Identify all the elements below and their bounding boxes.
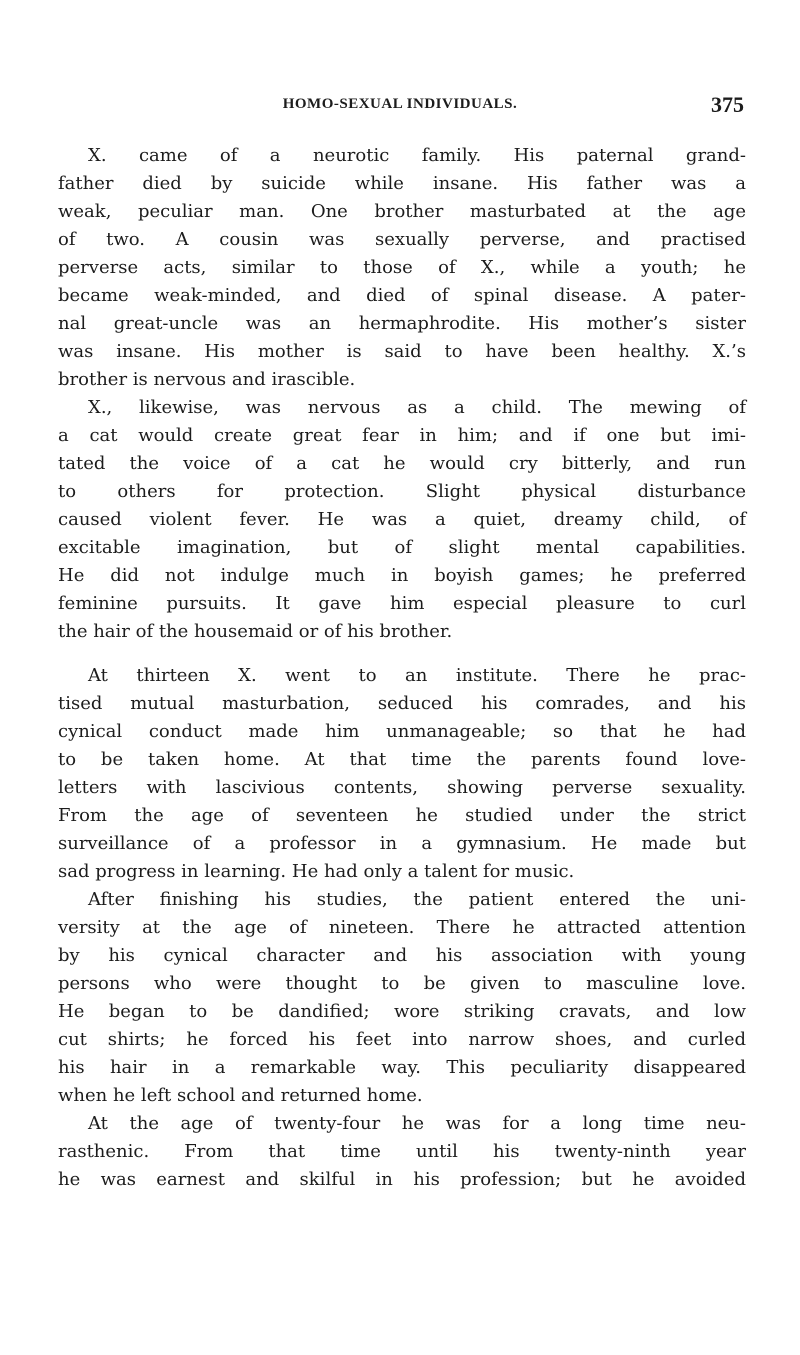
text-line: by his cynical character and his association with young bbox=[58, 945, 746, 966]
text-line: After finishing his studies, the patient entered the uni- bbox=[88, 889, 746, 910]
text-line: At the age of twenty-four he was for a long time neu- bbox=[88, 1113, 746, 1134]
running-head: HOMO-SEXUAL INDIVIDUALS. bbox=[282, 96, 518, 112]
text-line: X., likewise, was nervous as a child. The mewing of bbox=[88, 397, 746, 418]
text-line: versity at the age of nineteen. There he attracted attention bbox=[58, 917, 746, 938]
text-line: X. came of a neurotic family. His paternal grand- bbox=[88, 145, 746, 166]
text-line: perverse acts, similar to those of X., while a youth; he bbox=[58, 257, 746, 278]
text-line: when he left school and returned home. bbox=[58, 1085, 423, 1106]
text-line: of two. A cousin was sexually perverse, and practised bbox=[58, 229, 746, 250]
text-line: was insane. His mother is said to have been healthy. X.’s bbox=[58, 341, 746, 362]
text-line: weak, peculiar man. One brother masturbated at the age bbox=[58, 201, 746, 222]
text-line: tated the voice of a cat he would cry bitterly, and run bbox=[58, 453, 746, 474]
text-line: From the age of seventeen he studied under the strict bbox=[58, 805, 746, 826]
text-line: He began to be dandified; wore striking cravats, and low bbox=[58, 1001, 746, 1022]
text-line: the hair of the housemaid or of his brother. bbox=[58, 621, 453, 642]
text-line: caused violent fever. He was a quiet, dreamy child, of bbox=[58, 509, 746, 530]
text-line: a cat would create great fear in him; and if one but imi- bbox=[58, 425, 746, 446]
text-line: persons who were thought to be given to masculine love. bbox=[58, 973, 746, 994]
text-line: nal great-uncle was an hermaphrodite. His mother’s sister bbox=[58, 313, 746, 334]
text-line: cynical conduct made him unmanageable; so that he had bbox=[58, 721, 746, 742]
text-line: cut shirts; he forced his feet into narrow shoes, and curled bbox=[58, 1029, 746, 1050]
text-line: to others for protection. Slight physical disturbance bbox=[58, 481, 746, 502]
text-line: tised mutual masturbation, seduced his comrades, and his bbox=[58, 693, 746, 714]
text-line: sad progress in learning. He had only a talent for music. bbox=[58, 861, 575, 882]
page-number: 375 bbox=[711, 92, 744, 117]
text-line: letters with lascivious contents, showing perverse sexuality. bbox=[58, 777, 746, 798]
text-line: feminine pursuits. It gave him especial pleasure to curl bbox=[58, 593, 746, 614]
text-line: to be taken home. At that time the parents found love- bbox=[58, 749, 746, 770]
text-line: He did not indulge much in boyish games; he preferred bbox=[58, 565, 746, 586]
text-line: surveillance of a professor in a gymnasium. He made but bbox=[58, 833, 746, 854]
text-line: excitable imagination, but of slight mental capabilities. bbox=[58, 537, 746, 558]
text-line: father died by suicide while insane. His father was a bbox=[58, 173, 746, 194]
text-line: became weak-minded, and died of spinal disease. A pater- bbox=[58, 285, 746, 306]
text-line: brother is nervous and irascible. bbox=[58, 369, 356, 390]
text-line: rasthenic. From that time until his twenty-ninth year bbox=[58, 1141, 746, 1162]
text-line: At thirteen X. went to an institute. There he prac- bbox=[88, 665, 746, 686]
text-line: his hair in a remarkable way. This peculiarity disappeared bbox=[58, 1057, 746, 1078]
text-line: he was earnest and skilful in his profession; but he avoided bbox=[58, 1169, 746, 1190]
